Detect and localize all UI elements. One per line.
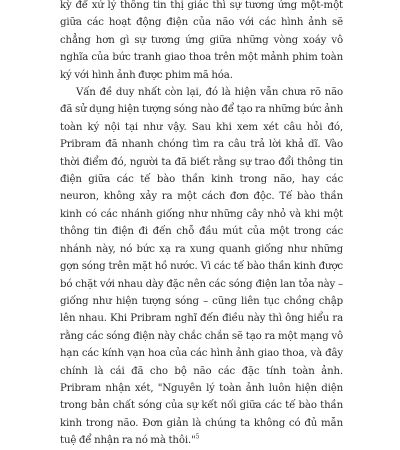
footnote-marker: 5	[195, 433, 200, 441]
paragraph-2-text: Vấn đề duy nhất còn lại, đó là hiện vẫn chưa rõ não đã sử dụng hiện tượng sóng nào để tạo ra những bức ảnh toàn ký nội tại như vậy. Sau khi xem xét câu hỏi đó, Pribram đã nhanh chóng tìm ra câu trả lời khả dĩ. Vào thời điểm đó, người ta đã biết rằng sự trao đổi thông tin điện giữa các tế bào thần kinh trong não, hay các neuron, không xảy ra một cách đơn độc. Tế bào thần kinh có các nhánh giống như những cây nhỏ và khi một thông tin điện đi đến chỗ đầu mút của một trong các nhánh này, nó bức xạ ra xung quanh giống như những gợn sóng trên mặt hồ nước. Vì các tế bào thần kinh được bó chặt với nhau dày đặc nên các sóng điện lan tỏa này – giống như hiện tượng sóng – cũng liên tục chồng chập lên nhau. Khi Pribram nghĩ đến điều này thì ông hiểu ra rằng các sóng điện này chắc chắn sẽ tạo ra một mạng vô hạn các kính vạn hoa của các hình ảnh giao thoa, và đây chính là cái đã cho bộ não các đặc tính toàn ảnh. Pribram nhận xét, "Nguyên lý toàn ảnh luôn hiện diện trong bản chất sóng của sự kết nối giữa các tế bào thần kinh trong não. Đơn giản là chúng ta không có đủ mẫn tuệ để nhận ra nó mà thôi."	[60, 87, 343, 447]
paragraph-1-text: kỳ để xử lý thông tin thị giác thì sự tương ứng một-một giữa các hoạt động điện của não với các hình ảnh sẽ chẳng hơn gì sự tương ứng giữa những vòng xoáy vô nghĩa của bức tranh giao thoa trên một mảnh phim toàn ký với hình ảnh được phim mã hóa.	[60, 0, 343, 81]
body-text	[60, 0, 343, 450]
paragraph-continued	[60, 0, 343, 84]
paragraph-pribram	[60, 84, 343, 450]
